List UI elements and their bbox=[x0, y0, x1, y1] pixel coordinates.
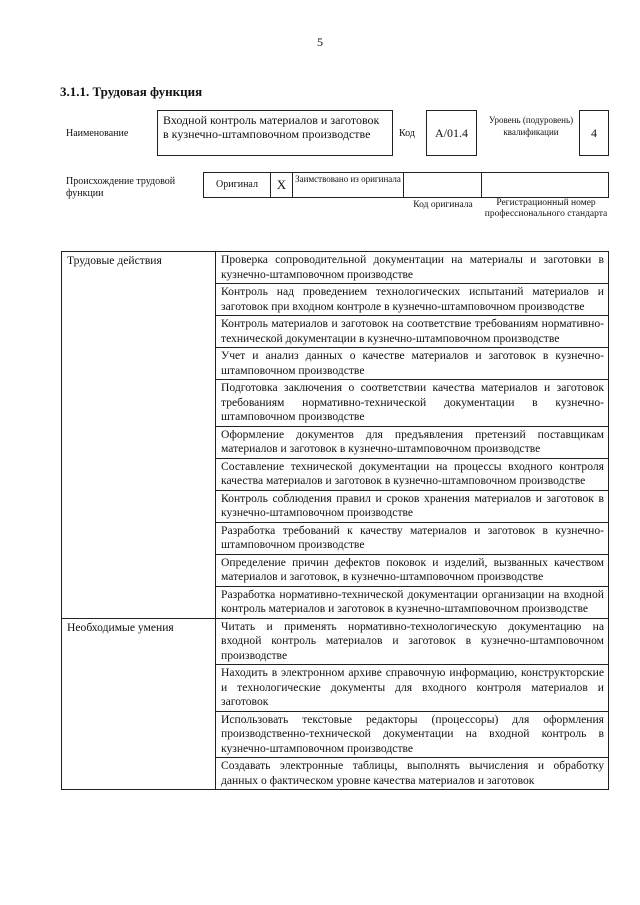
function-details-table bbox=[61, 251, 609, 790]
qualification-level-value: 4 bbox=[579, 110, 609, 156]
code-label: Код bbox=[399, 128, 415, 139]
registration-number-cell bbox=[482, 173, 608, 197]
labor-action-item: Проверка сопроводительной документации на материалы и заготовки в кузнечно-штамповочном производстве bbox=[216, 252, 609, 284]
table-row bbox=[62, 618, 609, 665]
labor-action-item: Оформление документов для предъявления претензий поставщикам материалов и заготовок в кузнечно-штамповочном производстве bbox=[216, 426, 609, 458]
registration-number-caption: Регистрационный номер профессионального стандарта bbox=[484, 198, 608, 219]
required-skill-item: Находить в электронном архиве справочную информацию, конструкторские и технологические документы для входного контроля материалов и заготовок bbox=[216, 665, 609, 712]
labor-action-item: Контроль над проведением технологических испытаний материалов и заготовок при входном контроле в кузнечно-штамповочном производстве bbox=[216, 284, 609, 316]
required-skill-item: Использовать текстовые редакторы (процессоры) для оформления производственно-технической документации на входной контроль в кузнечно-штамповочном производстве bbox=[216, 711, 609, 758]
original-mark: X bbox=[271, 173, 293, 197]
name-label: Наименование bbox=[66, 128, 129, 139]
borrowed-label: Заимствовано из оригинала bbox=[293, 173, 404, 197]
origin-label: Происхождение трудовой функции bbox=[66, 176, 176, 199]
labor-action-item: Учет и анализ данных о качестве материалов и заготовок в кузнечно-штамповочном производстве bbox=[216, 348, 609, 380]
labor-action-item: Контроль материалов и заготовок на соответствие требованиям нормативно-технической документации в кузнечно-штамповочном производстве bbox=[216, 316, 609, 348]
labor-action-item: Определение причин дефектов поковок и изделий, вызванных качеством материалов и заготовок, в кузнечно-штамповочном производстве bbox=[216, 554, 609, 586]
table-row bbox=[62, 252, 609, 284]
labor-action-item: Разработка требований к качеству материалов и заготовок в кузнечно-штамповочном производстве bbox=[216, 522, 609, 554]
original-code-cell bbox=[404, 173, 482, 197]
labor-action-category: Трудовые действия bbox=[62, 252, 216, 619]
required-skill-category: Необходимые умения bbox=[62, 618, 216, 790]
section-title: 3.1.1. Трудовая функция bbox=[60, 84, 203, 99]
qualification-level-label: Уровень (подуровень) квалификации bbox=[488, 115, 574, 137]
original-code-caption: Код оригинала bbox=[413, 200, 473, 210]
function-code-value: А/01.4 bbox=[426, 110, 477, 156]
page-number: 5 bbox=[317, 35, 323, 49]
labor-action-item: Подготовка заключения о соответствии качества материалов и заготовок требованиям нормативно-технической документации в кузнечно-штамповочном производстве bbox=[216, 380, 609, 427]
labor-action-item: Разработка нормативно-технической документации организации на входной контроль материалов и заготовок в кузнечно-штамповочном производстве bbox=[216, 586, 609, 618]
required-skill-item: Читать и применять нормативно-технологическую документацию на входной контроль материалов и заготовок в кузнечно-штамповочном производстве bbox=[216, 618, 609, 665]
required-skill-item: Создавать электронные таблицы, выполнять вычисления и обработку данных о фактическом уровне качества материалов и заготовок bbox=[216, 758, 609, 790]
labor-action-item: Контроль соблюдения правил и сроков хранения материалов и заготовок в кузнечно-штамповочном производстве bbox=[216, 490, 609, 522]
labor-action-item: Составление технической документации на процессы входного контроля качества материалов и заготовок в кузнечно-штамповочном производстве bbox=[216, 458, 609, 490]
function-name-value: Входной контроль материалов и заготовок в кузнечно-штамповочном производстве bbox=[157, 110, 393, 156]
origin-row bbox=[203, 172, 609, 198]
original-label: Оригинал bbox=[204, 173, 271, 197]
